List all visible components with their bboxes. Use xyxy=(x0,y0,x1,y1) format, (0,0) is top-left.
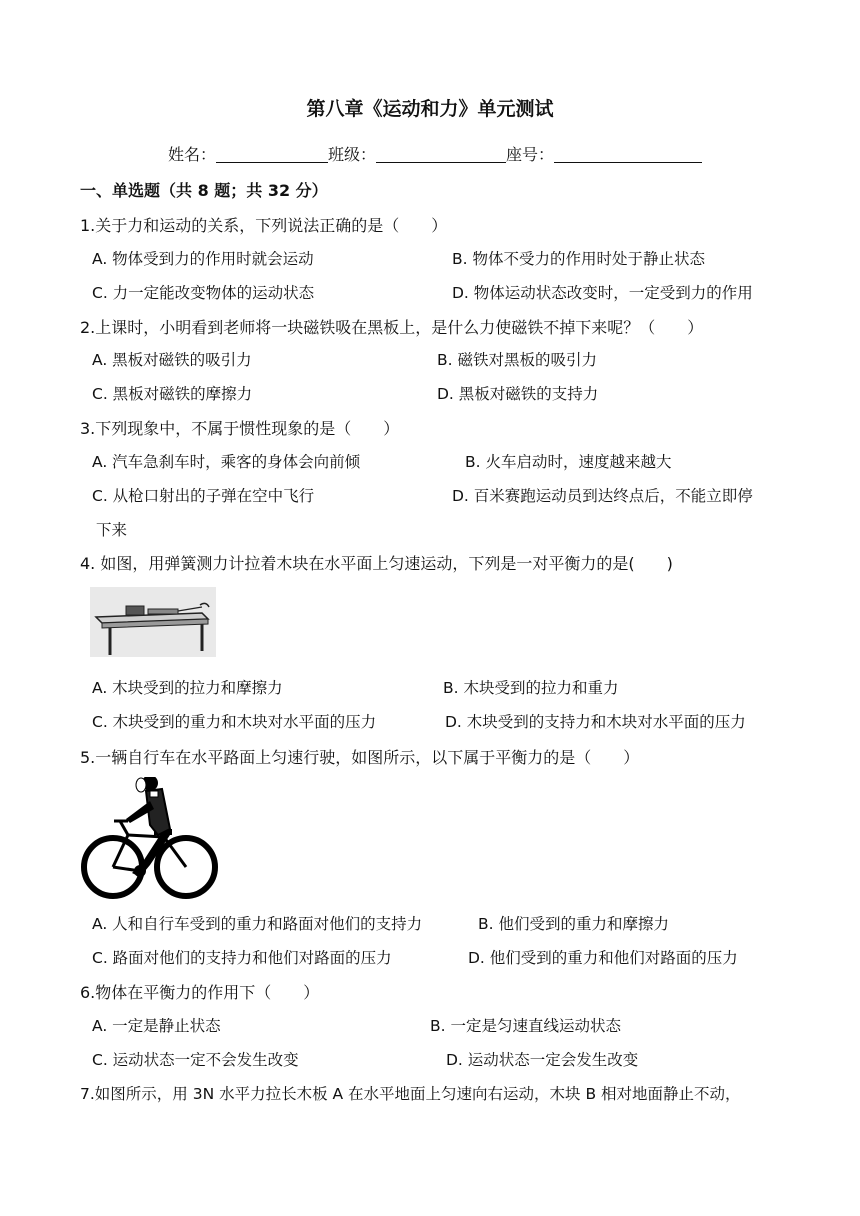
q2-option-d: D. 黑板对磁铁的支持力 xyxy=(437,385,599,403)
student-info-line xyxy=(168,142,702,165)
q1-option-a: A. 物体受到力的作用时就会运动 xyxy=(92,250,314,268)
class-label: 班级： xyxy=(328,145,377,164)
class-blank[interactable] xyxy=(376,146,506,163)
question-7-stem: 7.如图所示，用 3N 水平力拉长木板 A 在水平地面上匀速向右运动，木块 B 相对地面静止不动， xyxy=(80,1085,741,1103)
question-1-stem: 1.关于力和运动的关系，下列说法正确的是（ ） xyxy=(80,216,448,235)
q4-option-a: A. 木块受到的拉力和摩擦力 xyxy=(92,679,283,697)
q1-option-b: B. 物体不受力的作用时处于静止状态 xyxy=(452,250,705,268)
q2-option-c: C. 黑板对磁铁的摩擦力 xyxy=(92,385,253,403)
q5-option-d: D. 他们受到的重力和他们对路面的压力 xyxy=(468,949,738,967)
q3-option-d-continued: 下来 xyxy=(96,521,128,539)
question-6-stem: 6.物体在平衡力的作用下（ ） xyxy=(80,983,320,1002)
q6-option-d: D. 运动状态一定会发生改变 xyxy=(446,1051,639,1069)
q6-option-b: B. 一定是匀速直线运动状态 xyxy=(430,1017,621,1035)
q6-option-a: A. 一定是静止状态 xyxy=(92,1017,221,1035)
question-3-stem: 3.下列现象中，不属于惯性现象的是（ ） xyxy=(80,419,400,438)
q5-option-c: C. 路面对他们的支持力和他们对路面的压力 xyxy=(92,949,392,967)
q2-option-a: A. 黑板对磁铁的吸引力 xyxy=(92,351,252,369)
seat-label: 座号： xyxy=(506,145,555,164)
q2-option-b: B. 磁铁对黑板的吸引力 xyxy=(437,351,597,369)
q4-option-b: B. 木块受到的拉力和重力 xyxy=(443,679,619,697)
name-label: 姓名： xyxy=(168,145,217,164)
cyclist-figure xyxy=(80,777,220,902)
name-blank[interactable] xyxy=(216,146,328,163)
q3-option-a: A. 汽车急刹车时，乘客的身体会向前倾 xyxy=(92,453,361,471)
question-5-stem: 5.一辆自行车在水平路面上匀速行驶，如图所示，以下属于平衡力的是（ ） xyxy=(80,748,640,767)
page-title: 第八章《运动和力》单元测试 xyxy=(306,98,554,120)
q4-option-c: C. 木块受到的重力和木块对水平面的压力 xyxy=(92,713,377,731)
section-heading: 一、单选题（共 8 题；共 32 分） xyxy=(80,181,328,200)
q1-option-d: D. 物体运动状态改变时，一定受到力的作用 xyxy=(452,284,753,302)
q4-option-d: D. 木块受到的支持力和木块对水平面的压力 xyxy=(445,713,746,731)
q3-option-b: B. 火车启动时，速度越来越大 xyxy=(465,453,672,471)
q3-option-c: C. 从枪口射出的子弹在空中飞行 xyxy=(92,487,315,505)
q6-option-c: C. 运动状态一定不会发生改变 xyxy=(92,1051,299,1069)
seat-blank[interactable] xyxy=(554,146,702,163)
q3-option-d: D. 百米赛跑运动员到达终点后，不能立即停 xyxy=(452,487,753,505)
question-2-stem: 2.上课时，小明看到老师将一块磁铁吸在黑板上，是什么力使磁铁不掉下来呢？（ ） xyxy=(80,318,704,337)
q1-option-c: C. 力一定能改变物体的运动状态 xyxy=(92,284,315,302)
question-4-stem: 4. 如图，用弹簧测力计拉着木块在水平面上匀速运动，下列是一对平衡力的是( ) xyxy=(80,554,673,573)
spring-scale-table-figure xyxy=(90,587,216,657)
q5-option-a: A. 人和自行车受到的重力和路面对他们的支持力 xyxy=(92,915,423,933)
q5-option-b: B. 他们受到的重力和摩擦力 xyxy=(478,915,669,933)
